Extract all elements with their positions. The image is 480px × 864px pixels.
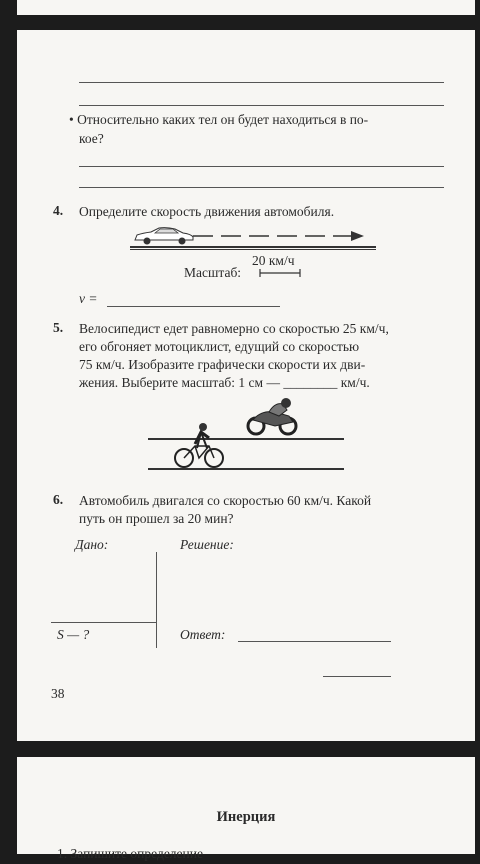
q4-text: Определите скорость движения автомобиля. bbox=[79, 204, 335, 219]
answer-line bbox=[79, 82, 444, 83]
answer-line bbox=[107, 306, 280, 307]
car-icon bbox=[133, 226, 195, 246]
next-page bbox=[17, 757, 475, 861]
velocity-arrow bbox=[193, 230, 365, 242]
bicycle-icon bbox=[173, 418, 225, 468]
q6-given-label: Дано: bbox=[75, 537, 109, 552]
q5-line: Велосипедист едет равномерно со скоростью 25 км/ч, bbox=[79, 321, 389, 336]
q3-bullet-line2: кое? bbox=[79, 131, 104, 146]
next-page-title: Инерция bbox=[216, 809, 276, 825]
road-line bbox=[148, 468, 344, 470]
q6-number: 6. bbox=[53, 492, 64, 507]
q5-line: жения. Выберите масштаб: 1 см — ________ км/ч. bbox=[79, 375, 370, 390]
q4-number: 4. bbox=[53, 203, 64, 218]
answer-line bbox=[79, 166, 444, 167]
q6-line: путь он прошел за 20 мин? bbox=[79, 511, 234, 526]
q3-bullet-line1: • Относительно каких тел он будет находиться в по- bbox=[69, 112, 369, 127]
answer-line bbox=[79, 187, 444, 188]
motorcycle-icon bbox=[245, 396, 299, 436]
answer-line bbox=[238, 641, 391, 642]
answer-line bbox=[79, 105, 444, 106]
q5-line: его обгоняет мотоциклист, едущий со скоростью bbox=[79, 339, 360, 354]
q4-scale-value: 20 км/ч bbox=[252, 253, 295, 268]
given-divider-horizontal bbox=[51, 622, 157, 623]
q5-line: 75 км/ч. Изобразите графически скорости их дви- bbox=[79, 357, 366, 372]
q6-answer-label: Ответ: bbox=[180, 627, 226, 642]
q4-answer-label: v = bbox=[79, 291, 98, 306]
answer-line bbox=[323, 676, 391, 677]
scale-bar bbox=[259, 269, 301, 277]
q5-number: 5. bbox=[53, 320, 64, 335]
page-number: 38 bbox=[51, 686, 65, 701]
given-divider-vertical bbox=[156, 552, 157, 648]
road-line bbox=[130, 246, 376, 248]
road-line bbox=[130, 249, 376, 250]
q6-solution-label: Решение: bbox=[180, 537, 234, 552]
q6-line: Автомобиль двигался со скоростью 60 км/ч. Какой bbox=[79, 493, 372, 508]
previous-page-edge bbox=[17, 0, 475, 15]
next-page-partial-line: 1. Запишите определение bbox=[57, 846, 203, 861]
q6-find-label: S — ? bbox=[57, 627, 90, 642]
workbook-page bbox=[17, 30, 475, 741]
q4-scale-label: Масштаб: bbox=[184, 265, 242, 280]
